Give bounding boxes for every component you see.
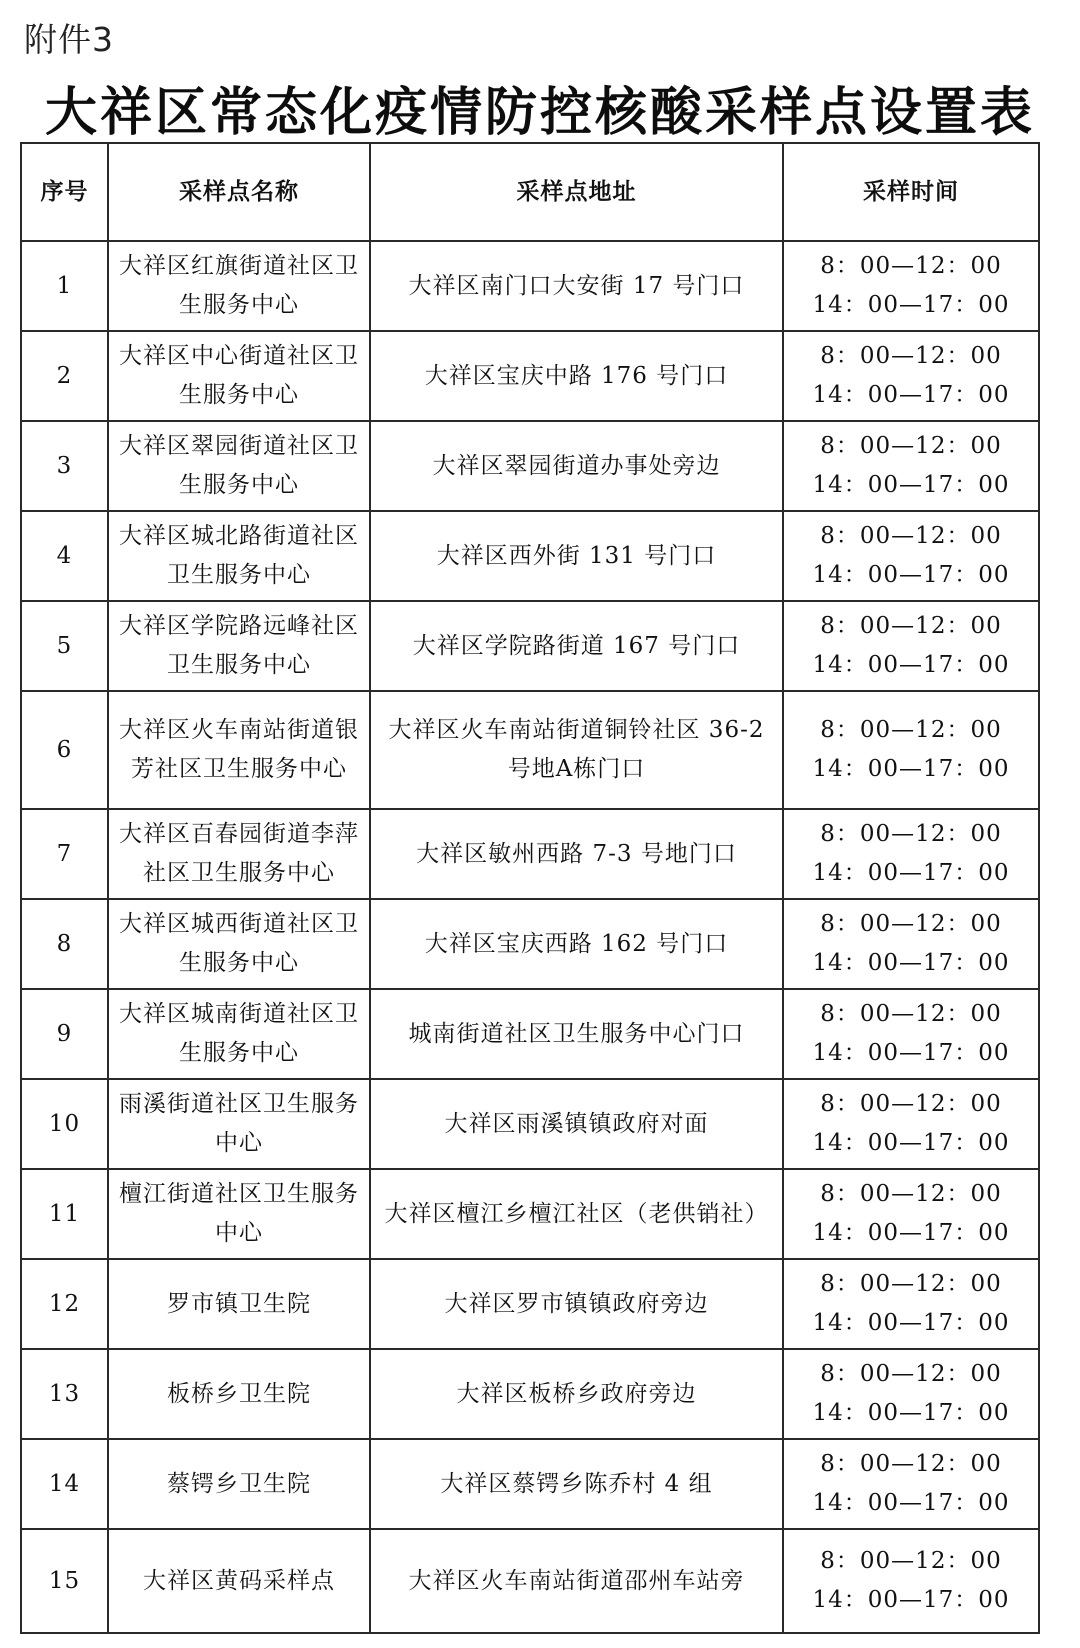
cell-name: 大祥区城北路街道社区卫生服务中心 [108, 511, 370, 601]
time-morning: 8：00—12：00 [820, 1361, 1002, 1387]
column-header-seq: 序号 [21, 143, 108, 241]
time-morning: 8：00—12：00 [820, 1091, 1002, 1117]
cell-address: 大祥区宝庆西路 162 号门口 [370, 899, 783, 989]
page-title: 大祥区常态化疫情防控核酸采样点设置表 [44, 83, 1035, 143]
time-morning: 8：00—12：00 [820, 1001, 1002, 1027]
time-afternoon: 14：00—17：00 [812, 950, 1010, 976]
column-header-name: 采样点名称 [108, 143, 370, 241]
table-row [21, 1169, 1039, 1259]
cell-time [783, 1169, 1039, 1259]
table-row [21, 331, 1039, 421]
time-afternoon: 14：00—17：00 [812, 1220, 1010, 1246]
cell-time [783, 511, 1039, 601]
cell-address: 大祥区蔡锷乡陈乔村 4 组 [370, 1439, 783, 1529]
time-morning: 8：00—12：00 [820, 613, 1002, 639]
table-row [21, 989, 1039, 1079]
cell-seq: 7 [21, 809, 108, 899]
cell-seq: 13 [21, 1349, 108, 1439]
cell-address: 大祥区板桥乡政府旁边 [370, 1349, 783, 1439]
cell-name: 大祥区城西街道社区卫生服务中心 [108, 899, 370, 989]
cell-name: 大祥区翠园街道社区卫生服务中心 [108, 421, 370, 511]
cell-time [783, 691, 1039, 809]
cell-name: 蔡锷乡卫生院 [108, 1439, 370, 1529]
time-afternoon: 14：00—17：00 [812, 292, 1010, 318]
time-afternoon: 14：00—17：00 [812, 472, 1010, 498]
cell-address: 大祥区罗市镇镇政府旁边 [370, 1259, 783, 1349]
cell-name: 大祥区城南街道社区卫生服务中心 [108, 989, 370, 1079]
table-row [21, 1529, 1039, 1633]
cell-address: 大祥区雨溪镇镇政府对面 [370, 1079, 783, 1169]
table-row [21, 1349, 1039, 1439]
cell-time [783, 989, 1039, 1079]
table-header-row [21, 143, 1039, 241]
cell-seq: 2 [21, 331, 108, 421]
cell-seq: 3 [21, 421, 108, 511]
cell-name: 大祥区火车南站街道银芳社区卫生服务中心 [108, 691, 370, 809]
cell-time [783, 1529, 1039, 1633]
cell-address: 大祥区敏州西路 7-3 号地门口 [370, 809, 783, 899]
cell-address: 大祥区南门口大安街 17 号门口 [370, 241, 783, 331]
table-row [21, 1079, 1039, 1169]
cell-name: 大祥区中心街道社区卫生服务中心 [108, 331, 370, 421]
time-afternoon: 14：00—17：00 [812, 1490, 1010, 1516]
attachment-label: 附件3 [24, 20, 114, 59]
cell-name: 雨溪街道社区卫生服务中心 [108, 1079, 370, 1169]
cell-name: 大祥区红旗街道社区卫生服务中心 [108, 241, 370, 331]
time-afternoon: 14：00—17：00 [812, 1310, 1010, 1336]
table-row [21, 511, 1039, 601]
cell-address: 大祥区宝庆中路 176 号门口 [370, 331, 783, 421]
cell-time [783, 1259, 1039, 1349]
time-afternoon: 14：00—17：00 [812, 1040, 1010, 1066]
table-row [21, 691, 1039, 809]
time-afternoon: 14：00—17：00 [812, 860, 1010, 886]
cell-time [783, 241, 1039, 331]
cell-time [783, 1439, 1039, 1529]
sampling-sites-table [20, 142, 1040, 1634]
time-morning: 8：00—12：00 [820, 433, 1002, 459]
cell-seq: 14 [21, 1439, 108, 1529]
cell-time [783, 331, 1039, 421]
time-morning: 8：00—12：00 [820, 717, 1002, 743]
cell-name: 大祥区学院路远峰社区卫生服务中心 [108, 601, 370, 691]
cell-seq: 9 [21, 989, 108, 1079]
time-morning: 8：00—12：00 [820, 523, 1002, 549]
cell-seq: 11 [21, 1169, 108, 1259]
cell-address: 大祥区西外街 131 号门口 [370, 511, 783, 601]
time-morning: 8：00—12：00 [820, 911, 1002, 937]
cell-name: 板桥乡卫生院 [108, 1349, 370, 1439]
cell-seq: 6 [21, 691, 108, 809]
cell-name: 罗市镇卫生院 [108, 1259, 370, 1349]
time-morning: 8：00—12：00 [820, 1451, 1002, 1477]
cell-address: 大祥区学院路街道 167 号门口 [370, 601, 783, 691]
cell-seq: 8 [21, 899, 108, 989]
time-afternoon: 14：00—17：00 [812, 562, 1010, 588]
cell-seq: 5 [21, 601, 108, 691]
cell-time [783, 1349, 1039, 1439]
cell-address: 大祥区火车南站街道铜铃社区 36-2号地A栋门口 [370, 691, 783, 809]
cell-time [783, 1079, 1039, 1169]
cell-seq: 4 [21, 511, 108, 601]
cell-time [783, 899, 1039, 989]
cell-seq: 10 [21, 1079, 108, 1169]
cell-name: 大祥区黄码采样点 [108, 1529, 370, 1633]
cell-time [783, 601, 1039, 691]
time-afternoon: 14：00—17：00 [812, 652, 1010, 678]
cell-address: 大祥区火车南站街道邵州车站旁 [370, 1529, 783, 1633]
table-row [21, 899, 1039, 989]
cell-address: 城南街道社区卫生服务中心门口 [370, 989, 783, 1079]
table-row [21, 809, 1039, 899]
time-morning: 8：00—12：00 [820, 1548, 1002, 1574]
time-morning: 8：00—12：00 [820, 253, 1002, 279]
table-row [21, 241, 1039, 331]
time-morning: 8：00—12：00 [820, 1271, 1002, 1297]
cell-seq: 12 [21, 1259, 108, 1349]
cell-address: 大祥区檀江乡檀江社区（老供销社） [370, 1169, 783, 1259]
time-morning: 8：00—12：00 [820, 1181, 1002, 1207]
cell-time [783, 421, 1039, 511]
time-afternoon: 14：00—17：00 [812, 382, 1010, 408]
time-afternoon: 14：00—17：00 [812, 1400, 1010, 1426]
table-row [21, 1259, 1039, 1349]
column-header-address: 采样点地址 [370, 143, 783, 241]
table-row [21, 1439, 1039, 1529]
column-header-time: 采样时间 [783, 143, 1039, 241]
cell-address: 大祥区翠园街道办事处旁边 [370, 421, 783, 511]
time-afternoon: 14：00—17：00 [812, 1587, 1010, 1613]
table-row [21, 421, 1039, 511]
table-row [21, 601, 1039, 691]
cell-name: 檀江街道社区卫生服务中心 [108, 1169, 370, 1259]
time-morning: 8：00—12：00 [820, 821, 1002, 847]
cell-seq: 1 [21, 241, 108, 331]
cell-name: 大祥区百春园街道李萍社区卫生服务中心 [108, 809, 370, 899]
time-afternoon: 14：00—17：00 [812, 756, 1010, 782]
cell-seq: 15 [21, 1529, 108, 1633]
time-afternoon: 14：00—17：00 [812, 1130, 1010, 1156]
time-morning: 8：00—12：00 [820, 343, 1002, 369]
cell-time [783, 809, 1039, 899]
